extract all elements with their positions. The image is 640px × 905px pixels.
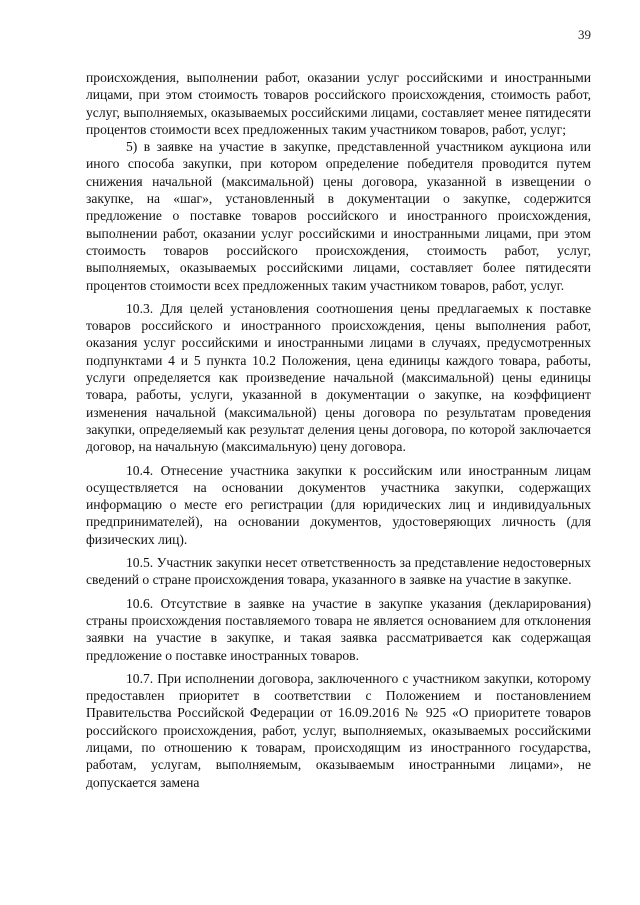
paragraph-10-5: 10.5. Участник закупки несет ответственность за представление недостоверных сведений о стране происхождения товара, указанного в заявке на участие в закупке. bbox=[86, 555, 591, 588]
document-body bbox=[86, 69, 591, 791]
paragraph-10-7: 10.7. При исполнении договора, заключенного с участником закупки, которому предоставлен приоритет в соответствии с Положением и постановлением Правительства Российской Федерации от 16.09.2016 № 925 «О приоритете товаров российского происхождения, работ, услуг, выполняемых, оказываемых российскими лицами, по отношению к товарам, происходящим из иностранного государства, работам, услугам, выполняемым, оказываемым иностранными лицами», не допускается замена bbox=[86, 670, 591, 790]
paragraph-10-6: 10.6. Отсутствие в заявке на участие в закупке указания (декларирования) страны происхождения поставляемого товара не является основанием для отклонения заявки на участие в закупке, и такая заявка рассматривается как содержащая предложение о поставке иностранных товаров. bbox=[86, 595, 591, 663]
paragraph-10-4: 10.4. Отнесение участника закупки к российским или иностранным лицам осуществляется на основании документов участника закупки, содержащих информацию о месте его регистрации (для юридических лиц и индивидуальных предпринимателей), на основании документов, удостоверяющих личность (для физических лиц). bbox=[86, 462, 591, 547]
page-number: 39 bbox=[578, 27, 591, 42]
paragraph-10-3: 10.3. Для целей установления соотношения цены предлагаемых к поставке товаров российского и иностранного происхождения, цены выполнения работ, оказания услуг российскими и иностранными лицами в случаях, предусмотренных подпунктами 4 и 5 пункта 10.2 Положения, цена единицы каждого товара, работы, услуги определяется как произведение начальной (максимальной) цены единицы товара, работы, услуги, указанной в документации о закупке, на коэффициент изменения начальной (максимальной) цены договора по результатам проведения закупки, определяемый как результат деления цены договора, по которой заключается договор, на начальную (максимальную) цену договора. bbox=[86, 300, 591, 455]
paragraph-continuation: происхождения, выполнении работ, оказании услуг российскими и иностранными лицами, при этом стоимость товаров российского происхождения, стоимость работ, услуг, выполняемых, оказываемых российскими лицами, составляет менее пятидесяти процентов стоимости всех предложенных таким участником товаров, работ, услуг; bbox=[86, 70, 591, 137]
paragraph-item-5: 5) в заявке на участие в закупке, представленной участником аукциона или иного способа закупки, при котором определение победителя проводится путем снижения начальной (максимальной) цены договора, указанной в извещении о закупке, на «шаг», установленный в документации о закупке, содержится предложение о поставке товаров российского и иностранного происхождения, выполнении работ, оказании услуг российскими и иностранными лицами, при этом стоимость товаров российского происхождения, стоимость работ, услуг, выполняемых, оказываемых российскими лицами, составляет более пятидесяти процентов стоимости всех предложенных таким участником товаров, работ, услуг. bbox=[86, 139, 591, 293]
